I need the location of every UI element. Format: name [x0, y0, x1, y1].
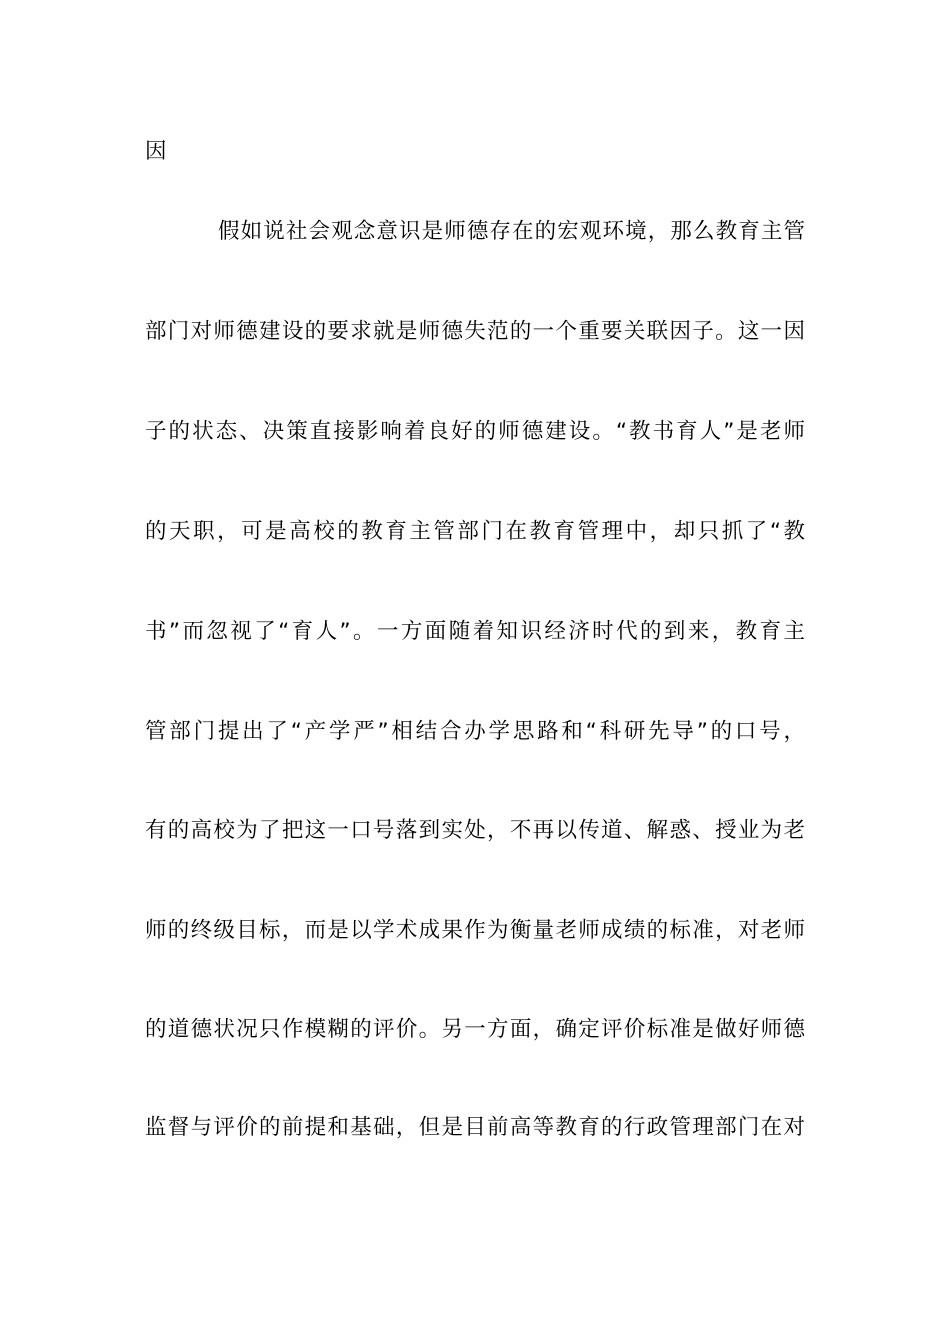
paragraph-first-line: 假如说社会观念意识是师德存在的宏观环境，那么教育主管 — [218, 219, 805, 244]
text-line-5: 的天职，可是高校的教育主管部门在教育管理中，却只抓了“教 — [145, 519, 805, 544]
text-line-11: 监督与评价的前提和基础，但是目前高等教育的行政管理部门在对 — [145, 1115, 805, 1140]
text-line-8: 有的高校为了把这一口号落到实处，不再以传道、解惑、授业为老 — [145, 818, 805, 843]
text-line-4: 子的状态、决策直接影响着良好的师德建设。“教书育人”是老师 — [145, 419, 805, 444]
text-line-9: 师的终级目标，而是以学术成果作为衡量老师成绩的标准，对老师 — [145, 918, 805, 943]
text-line-10: 的道德状况只作模糊的评价。另一方面，确定评价标准是做好师德 — [145, 1017, 805, 1042]
text-line-1: 因 — [145, 139, 167, 164]
text-line-6: 书”而忽视了“育人”。一方面随着知识经济时代的到来，教育主 — [145, 619, 805, 644]
text-line-3: 部门对师德建设的要求就是师德失范的一个重要关联因子。这一因 — [145, 319, 805, 344]
text-line-7: 管部门提出了“产学严”相结合办学思路和“科研先导”的口号， — [145, 719, 805, 744]
